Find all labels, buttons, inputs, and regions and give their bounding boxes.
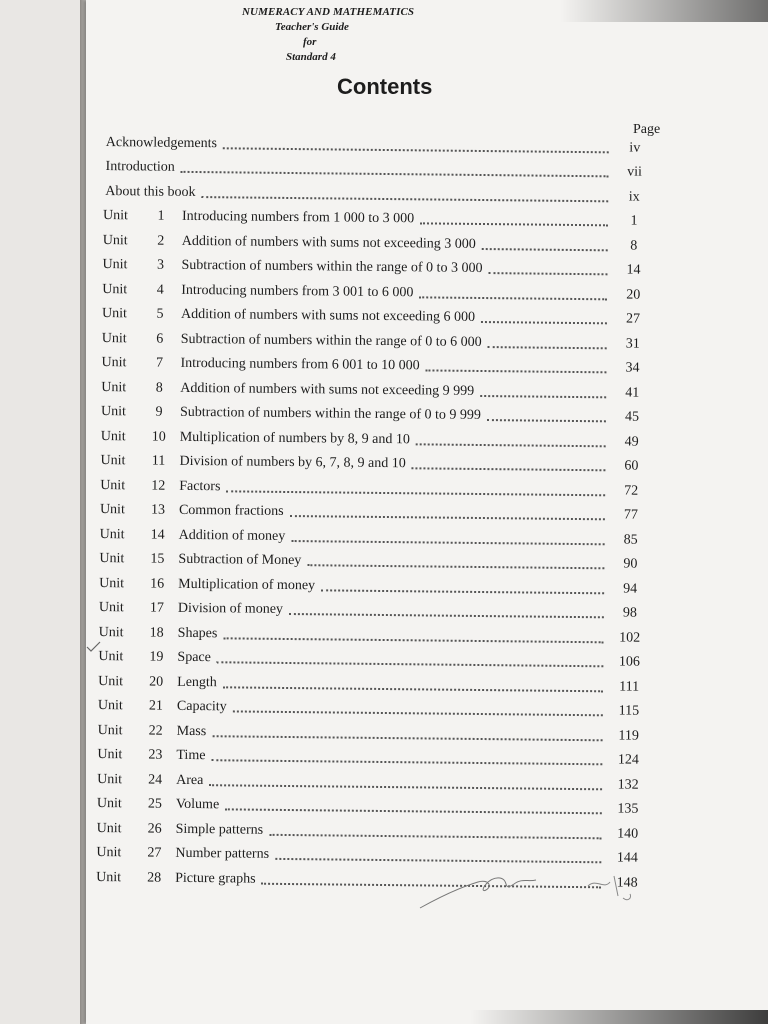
unit-page: 90 — [623, 556, 638, 572]
unit-label: Unit — [102, 232, 128, 248]
unit-label: Unit — [97, 771, 123, 787]
unit-number: 10 — [151, 429, 166, 445]
unit-page: 102 — [619, 629, 641, 646]
entry-page: iv — [629, 140, 641, 156]
unit-number: 2 — [157, 233, 165, 249]
unit-title: Subtraction of numbers within the range of 0 to 6 000 — [180, 331, 482, 350]
unit-number: 21 — [148, 698, 164, 714]
pencil-tick-mark — [86, 640, 102, 658]
book-title: NUMERACY AND MATHEMATICS — [242, 6, 415, 18]
unit-number: 27 — [147, 845, 162, 861]
unit-number: 3 — [156, 257, 165, 273]
unit-label: Unit — [100, 404, 126, 420]
unit-page: 144 — [616, 850, 638, 866]
unit-label: Unit — [98, 600, 124, 616]
unit-title: Introducing numbers from 3 001 to 6 000 — [181, 282, 414, 300]
unit-page: 49 — [624, 434, 639, 450]
unit-title: Subtraction of numbers within the range of 0 to 9 999 — [179, 404, 482, 424]
signature-scribble — [418, 868, 648, 923]
dot-leader — [269, 832, 602, 838]
unit-label: Unit — [98, 649, 124, 665]
unit-title: Common fractions — [178, 502, 284, 519]
unit-number: 13 — [150, 502, 166, 518]
unit-number: 1 — [157, 208, 165, 224]
unit-title: Shapes — [177, 625, 218, 641]
unit-number: 7 — [155, 355, 164, 371]
unit-number: 19 — [149, 649, 164, 665]
unit-title: Addition of numbers with sums not exceeding 3 000 — [181, 233, 476, 252]
unit-page: 60 — [624, 458, 639, 474]
unit-page: 45 — [624, 409, 640, 425]
unit-title: Subtraction of Money — [178, 551, 302, 569]
unit-label: Unit — [98, 673, 124, 689]
unit-page: 41 — [625, 385, 640, 401]
unit-label: Unit — [99, 551, 125, 567]
unit-title: Volume — [175, 796, 220, 813]
entry-title: Introduction — [105, 159, 175, 175]
unit-page: 34 — [625, 360, 640, 376]
unit-number: 9 — [155, 404, 163, 420]
unit-label: Unit — [102, 257, 128, 273]
unit-number: 6 — [156, 331, 164, 347]
unit-label: Unit — [101, 355, 127, 371]
unit-label: Unit — [97, 698, 123, 714]
unit-label: Unit — [102, 281, 128, 297]
unit-title: Multiplication of numbers by 8, 9 and 10 — [179, 429, 411, 447]
unit-label: Unit — [96, 869, 122, 885]
unit-label: Unit — [100, 453, 126, 469]
unit-label: Unit — [99, 575, 125, 591]
dot-leader — [419, 295, 607, 300]
unit-number: 22 — [148, 723, 163, 739]
unit-number: 24 — [148, 772, 163, 788]
unit-number: 5 — [156, 306, 164, 322]
unit-title: Subtraction of numbers within the range of 0 to 3 000 — [181, 257, 483, 277]
unit-number: 4 — [156, 282, 164, 298]
table-of-contents — [92, 126, 655, 891]
unit-label: Unit — [97, 747, 123, 763]
unit-label: Unit — [101, 330, 127, 346]
book-subtitle: Teacher's Guide — [275, 21, 349, 33]
unit-page: 135 — [617, 801, 639, 817]
dot-leader — [420, 221, 608, 226]
unit-title: Addition of numbers with sums not exceeding 9 999 — [180, 380, 475, 399]
dot-leader — [416, 442, 606, 447]
unit-title: Mass — [176, 723, 207, 739]
unit-title: Introducing numbers from 1 000 to 3 000 — [181, 208, 415, 227]
unit-number: 16 — [150, 576, 165, 592]
unit-label: Unit — [97, 722, 123, 738]
unit-label: Unit — [101, 306, 128, 322]
unit-number: 23 — [148, 747, 163, 763]
unit-title: Simple patterns — [175, 821, 264, 838]
unit-title: Length — [177, 674, 217, 690]
unit-number: 14 — [150, 527, 165, 543]
unit-number: 20 — [149, 674, 164, 690]
unit-title: Number patterns — [175, 845, 270, 862]
unit-title: Factors — [179, 478, 221, 494]
unit-page: 27 — [625, 311, 641, 327]
unit-title: Division of numbers by 6, 7, 8, 9 and 10 — [179, 453, 406, 472]
dot-leader — [487, 418, 606, 422]
unit-title: Time — [176, 747, 206, 764]
unit-page: 106 — [618, 654, 640, 670]
dot-leader — [412, 466, 606, 471]
dot-leader — [488, 345, 607, 349]
unit-number: 26 — [147, 821, 162, 837]
dot-leader — [289, 612, 604, 618]
entry-page: vii — [627, 164, 643, 180]
entry-page: ix — [628, 189, 640, 205]
dot-leader — [482, 247, 608, 251]
scan-corner-shadow — [560, 0, 768, 22]
unit-page: 31 — [625, 336, 640, 352]
dot-leader — [426, 368, 607, 373]
unit-page: 124 — [617, 752, 639, 768]
unit-page: 111 — [619, 678, 640, 695]
book-standard: Standard 4 — [286, 51, 336, 63]
unit-label: Unit — [98, 624, 124, 640]
unit-title: Picture graphs — [175, 870, 256, 887]
unit-page: 119 — [618, 727, 639, 744]
scan-bottom-shadow — [470, 1010, 768, 1024]
dot-leader — [488, 271, 607, 275]
unit-page: 132 — [617, 776, 639, 793]
unit-page: 20 — [626, 287, 641, 303]
unit-page: 115 — [618, 703, 640, 719]
unit-page: 72 — [624, 483, 639, 499]
unit-title: Area — [176, 772, 204, 788]
unit-title: Capacity — [176, 698, 227, 715]
dot-leader — [307, 563, 604, 569]
entry-title: About this book — [105, 183, 196, 200]
unit-number: 28 — [147, 870, 162, 886]
unit-page: 94 — [623, 581, 638, 597]
unit-title: Multiplication of money — [178, 576, 316, 593]
unit-number: 17 — [149, 600, 165, 616]
unit-number: 15 — [150, 551, 165, 567]
contents-heading: Contents — [337, 74, 433, 99]
unit-number: 25 — [147, 796, 162, 812]
unit-page: 77 — [623, 507, 639, 523]
dot-leader — [291, 539, 604, 545]
unit-title: Addition of money — [178, 527, 286, 544]
unit-title: Introducing numbers from 6 001 to 10 000 — [180, 355, 420, 374]
unit-number: 8 — [155, 380, 163, 396]
dot-leader — [290, 514, 605, 520]
unit-label: Unit — [101, 379, 127, 395]
unit-page: 1 — [630, 213, 638, 229]
unit-label: Unit — [96, 820, 122, 836]
unit-number: 12 — [151, 478, 166, 494]
unit-page: 14 — [626, 262, 641, 278]
dot-leader — [481, 320, 607, 324]
unit-page: 140 — [617, 825, 639, 842]
dot-leader — [275, 857, 601, 863]
dot-leader — [321, 588, 604, 594]
unit-label: Unit — [96, 796, 122, 812]
unit-title: Addition of numbers with sums not exceeding 6 000 — [180, 306, 476, 325]
unit-label: Unit — [99, 526, 125, 542]
unit-title: Division of money — [177, 600, 284, 617]
unit-number: 11 — [151, 453, 166, 469]
unit-number: 18 — [149, 625, 164, 641]
unit-page: 98 — [622, 605, 638, 621]
unit-page: 148 — [616, 874, 638, 891]
unit-label: Unit — [102, 208, 129, 224]
entry-title: Acknowledgements — [105, 134, 218, 151]
unit-label: Unit — [96, 845, 122, 861]
unit-page: 8 — [630, 238, 638, 254]
book-for-label: for — [303, 36, 317, 48]
page-column-label: Page — [633, 122, 661, 137]
unit-page: 85 — [623, 532, 638, 548]
unit-title: Space — [177, 649, 211, 666]
unit-label: Unit — [99, 502, 125, 518]
dot-leader — [480, 393, 606, 397]
unit-label: Unit — [100, 428, 126, 444]
unit-label: Unit — [100, 477, 126, 493]
